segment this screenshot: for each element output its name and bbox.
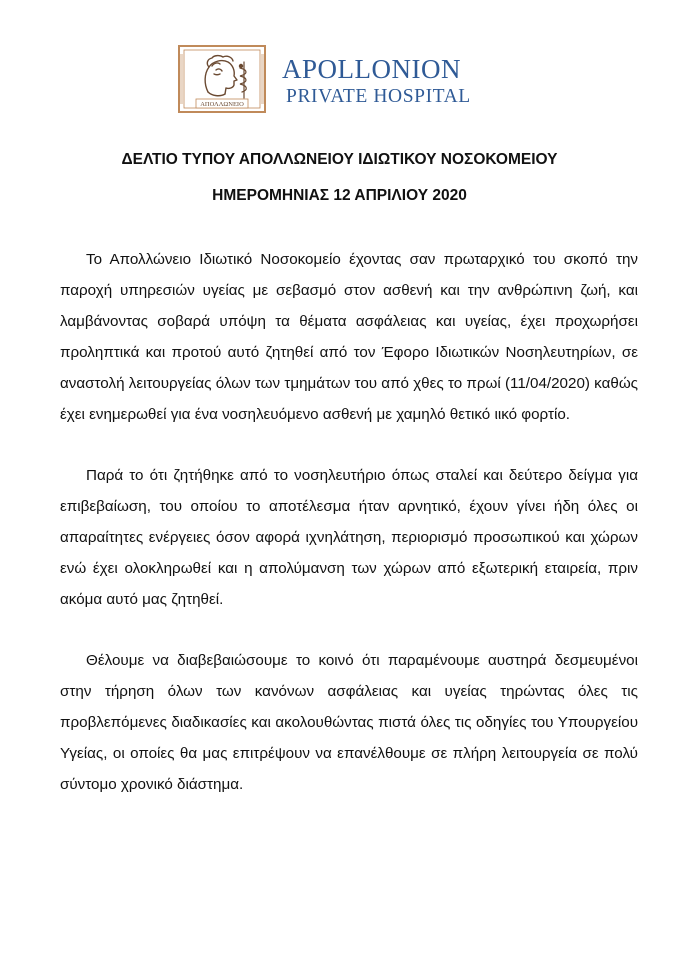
brand-name: APOLLONION xyxy=(282,54,461,84)
hospital-logo xyxy=(176,44,496,114)
brand-subtitle: PRIVATE HOSPITAL xyxy=(286,86,471,107)
document-date-title: ΗΜΕΡΟΜΗΝΙΑΣ 12 ΑΠΡΙΛΙΟΥ 2020 xyxy=(212,187,467,204)
paragraph-3: Θέλουμε να διαβεβαιώσουμε το κοινό ότι παραμένουμε αυστηρά δεσμευμένοι στην τήρηση όλων των κανόνων ασφάλειας και υγείας τηρώντας όλες τις προβλεπόμενες διαδικασίες και ακολουθώντας πιστά όλες τις οδηγίες του Υπουργείου Υγείας, οι οποίες θα μας επιτρέψουν να επανέλθουμε σε πλήρη λειτουργεία σε πολύ σύντομο χρονικό διάστημα. xyxy=(60,652,638,793)
paragraph-1: Το Απολλώνειο Ιδιωτικό Νοσοκομείο έχοντας σαν πρωταρχικό του σκοπό την παροχή υπηρεσιών υγείας με σεβασμό στον ασθενή και την ανθρώπινη ζωή, και λαμβάνοντας σοβαρά υπόψη τα θέματα ασφάλειας και υγείας, έχει προχωρήσει προληπτικά και προτού αυτό ζητηθεί από τον Έφορο Ιδιωτικών Νοσηλευτηρίων, σε αναστολή λειτουργείας όλων των τμημάτων του από χθες το πρωί (11/04/2020) καθώς έχει ενημερωθεί για ένα νοσηλευόμενο ασθενή με χαμηλό θετικό ιικό φορτίο. xyxy=(60,251,638,423)
document-title: ΔΕΛΤΙΟ ΤΥΠΟΥ ΑΠΟΛΛΩΝΕΙΟΥ ΙΔΙΩΤΙΚΟΥ ΝΟΣΟΚΟΜΕΙΟΥ xyxy=(121,151,558,168)
document-body xyxy=(60,244,638,830)
hospital-seal-emblem xyxy=(176,44,268,114)
paragraph-2: Παρά το ότι ζητήθηκε από το νοσηλευτήριο όπως σταλεί και δεύτερο δείγμα για επιβεβαίωση, του οποίου το αποτέλεσμα ήταν αρνητικό, έχουν γίνει ήδη όλες οι απαραίτητες ενέργειες όσον αφορά ιχνηλάτηση, περιορισμό προσωπικού και χώρων ενώ έχει ολοκληρωθεί και η απολύμανση των χώρων από εξωτερική εταιρεία, πριν ακόμα αυτό μας ζητηθεί. xyxy=(60,467,638,608)
seal-name-text: ΑΠΟΛΛΩΝΕΙΟ xyxy=(200,101,244,108)
